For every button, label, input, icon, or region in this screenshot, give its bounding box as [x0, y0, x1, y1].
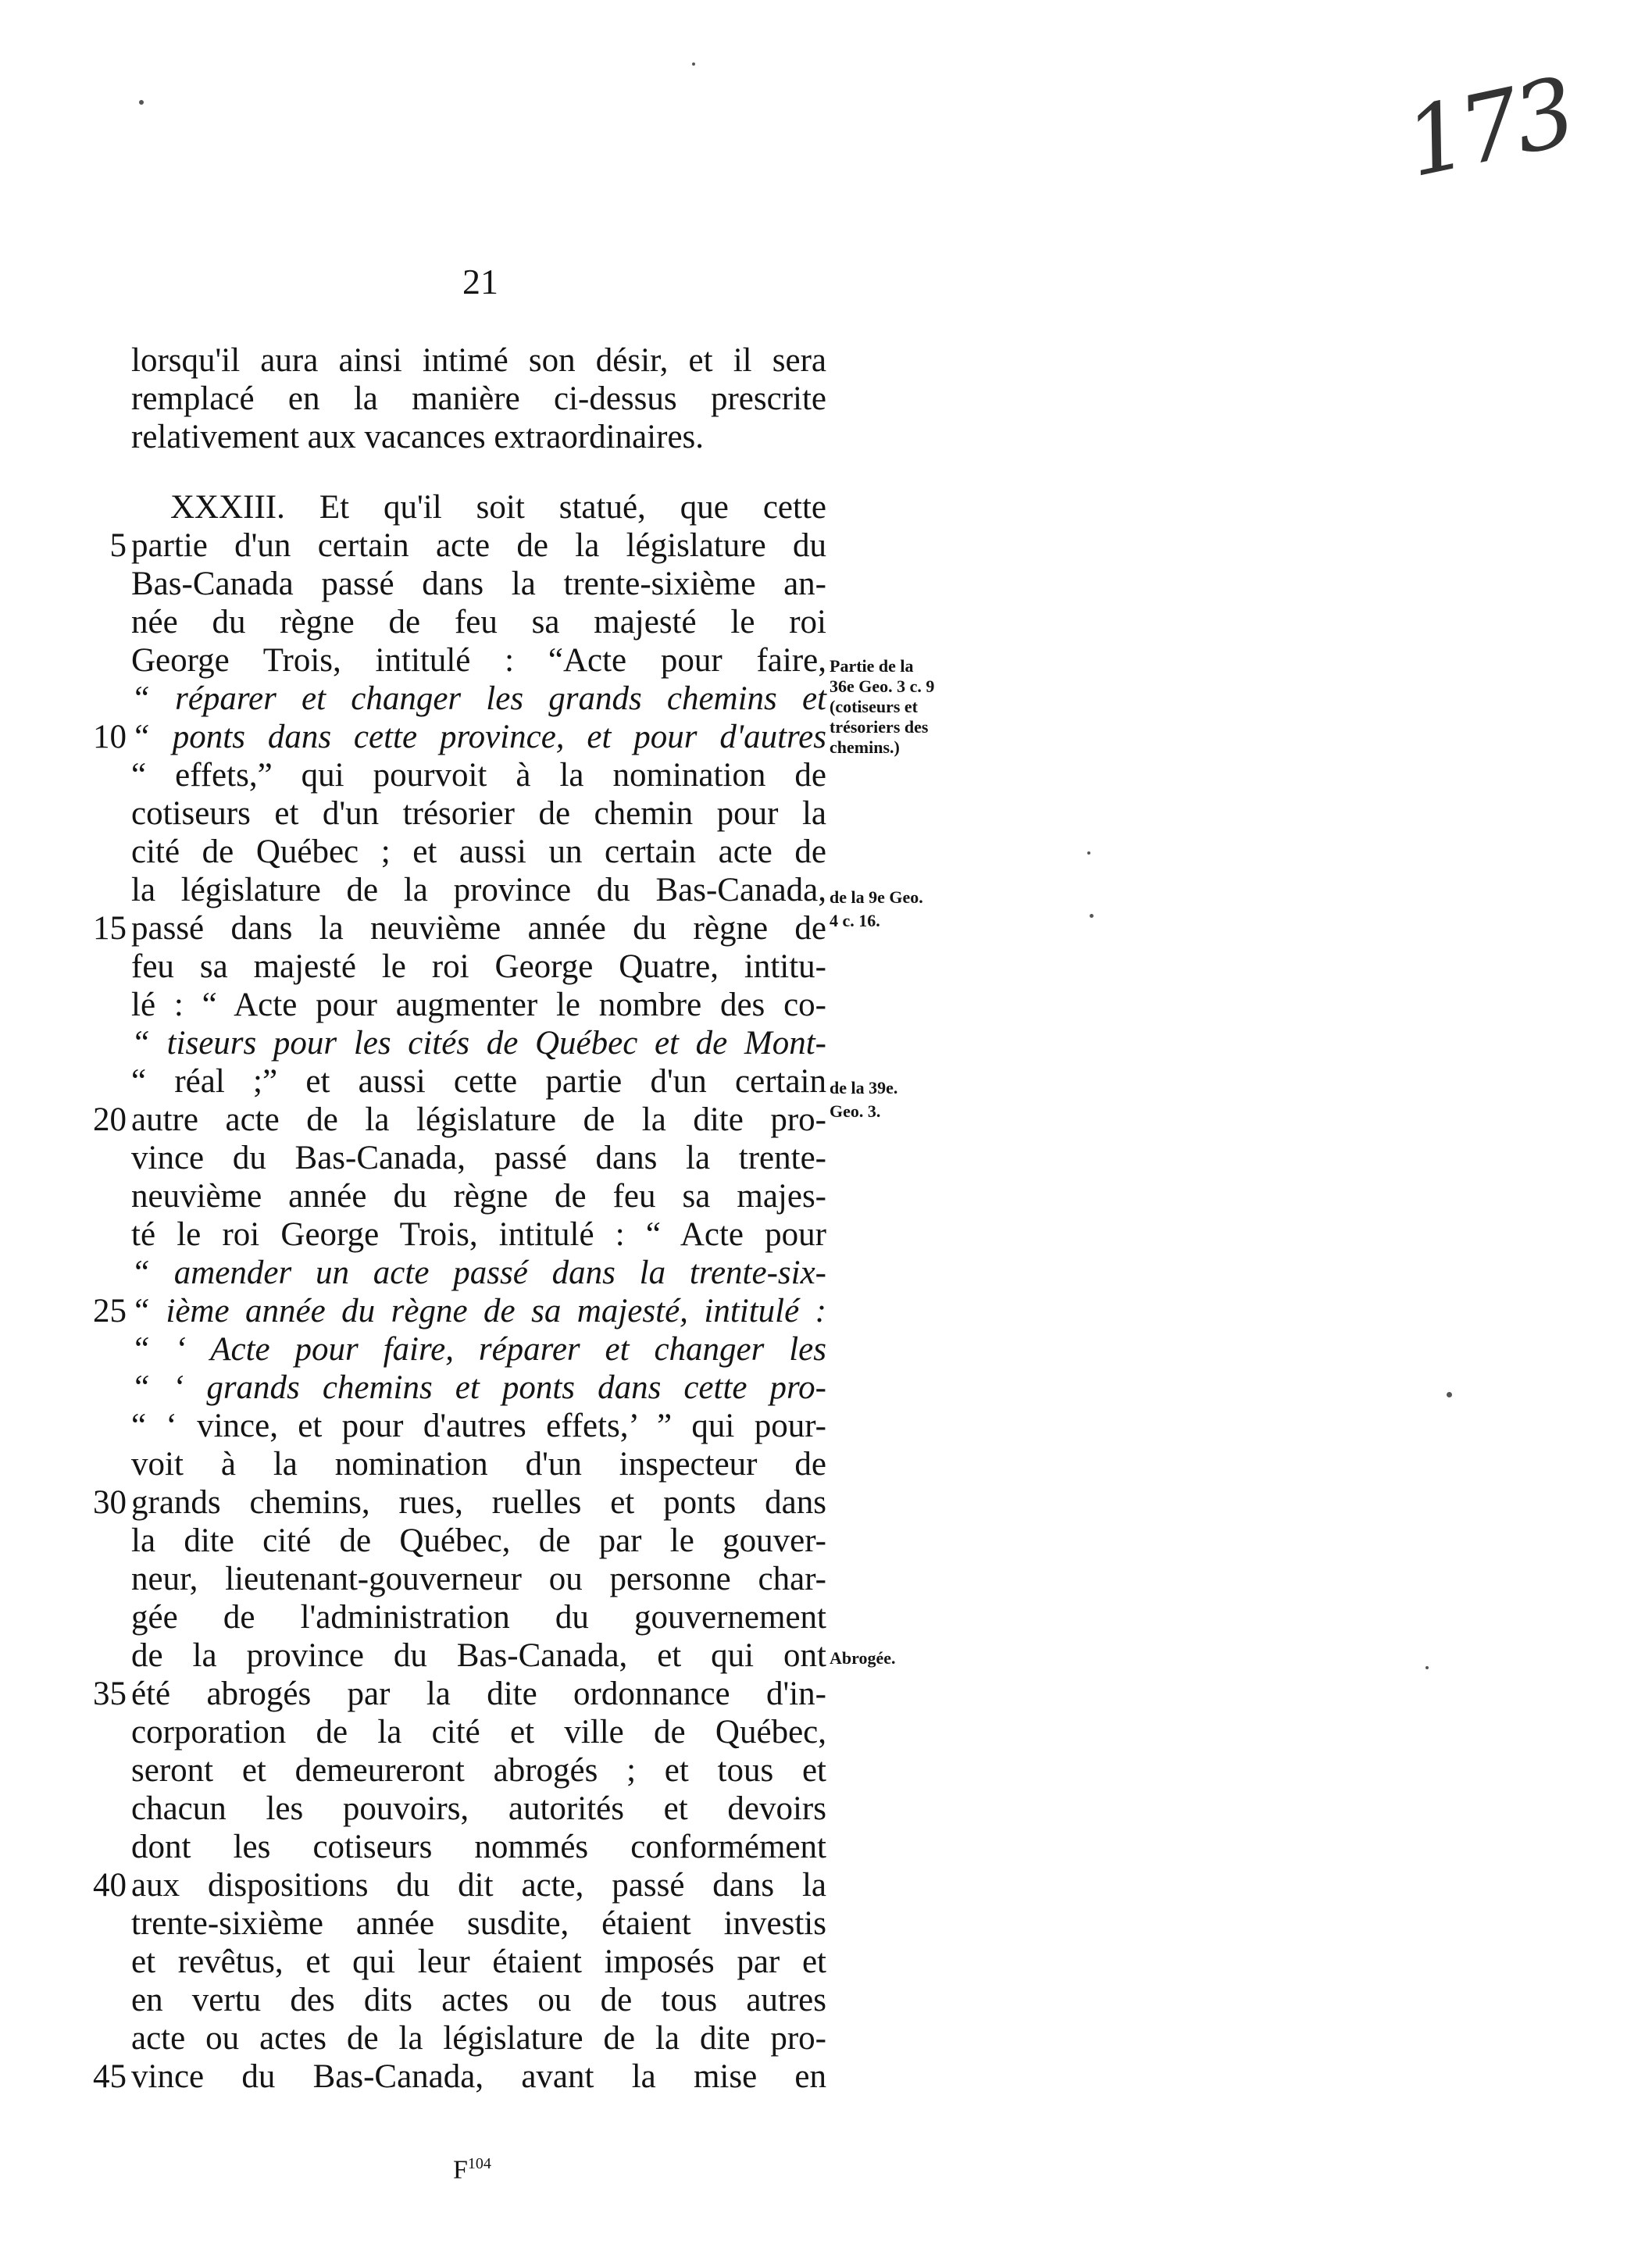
- body-line: la dite cité de Québec, de par le gouver-: [131, 1522, 826, 1559]
- body-line: passé dans la neuvième année du règne de: [131, 910, 826, 947]
- margin-note: Abrogée.: [830, 1648, 896, 1668]
- scan-speck: [1425, 1666, 1429, 1669]
- body-line: Bas-Canada passé dans la trente-sixième an-: [131, 566, 826, 602]
- margin-note: 4 c. 16.: [830, 911, 880, 930]
- body-line: “ réparer et changer les grands chemins et: [131, 680, 826, 717]
- body-line: aux dispositions du dit acte, passé dans la: [131, 1867, 826, 1904]
- line-number: 45: [93, 2058, 127, 2095]
- line-number: 20: [93, 1101, 127, 1138]
- body-line: neur, lieutenant-gouverneur ou personne char-: [131, 1561, 826, 1597]
- body-line: seront et demeureront abrogés ; et tous et: [131, 1752, 826, 1789]
- section-heading-line: XXXIII. Et qu'il soit statué, que cette: [170, 489, 826, 526]
- signature-number: 104: [467, 2155, 491, 2172]
- body-line: dont les cotiseurs nommés conformément: [131, 1829, 826, 1865]
- body-line: et revêtus, et qui leur étaient imposés par et: [131, 1943, 826, 1980]
- body-line: gée de l'administration du gouvernement: [131, 1599, 826, 1636]
- handwritten-folio-number: 173: [1396, 58, 1581, 199]
- printer-signature-mark: [453, 2150, 491, 2184]
- page-number: 21: [462, 262, 498, 302]
- line-number: 15: [93, 910, 127, 947]
- body-line: “ tiseurs pour les cités de Québec et de Mont-: [131, 1025, 826, 1062]
- margin-note: de la 39e.: [830, 1078, 898, 1097]
- body-line: acte ou actes de la législature de la dite pro-: [131, 2020, 826, 2057]
- body-line: George Trois, intitulé : “Acte pour faire,: [131, 642, 826, 679]
- body-line: corporation de la cité et ville de Québec,: [131, 1714, 826, 1751]
- margin-note: Partie de la: [830, 656, 914, 676]
- body-line: grands chemins, rues, ruelles et ponts dans: [131, 1484, 826, 1521]
- body-line: vince du Bas-Canada, avant la mise en: [131, 2058, 826, 2095]
- margin-note: (cotiseurs et: [830, 697, 919, 716]
- body-line: remplacé en la manière ci-dessus prescrite: [131, 380, 826, 417]
- body-line: été abrogés par la dite ordonnance d'in-: [131, 1676, 826, 1712]
- body-line: lorsqu'il aura ainsi intimé son désir, et il sera: [131, 342, 826, 379]
- scan-speck: [692, 62, 695, 66]
- body-line: lé : “ Acte pour augmenter le nombre des co-: [131, 987, 826, 1023]
- margin-note: chemins.): [830, 737, 900, 757]
- body-line: en vertu des dits actes ou de tous autres: [131, 1982, 826, 2018]
- body-line: autre acte de la législature de la dite pro-: [131, 1101, 826, 1138]
- margin-note: Geo. 3.: [830, 1101, 881, 1121]
- body-line: la législature de la province du Bas-Canada,: [131, 872, 826, 908]
- body-line: “ effets,” qui pourvoit à la nomination de: [131, 757, 826, 794]
- body-line: de la province du Bas-Canada, et qui ont: [131, 1637, 826, 1674]
- scan-speck: [1087, 851, 1090, 855]
- body-line: “ ‘ vince, et pour d'autres effets,’ ” qui pour-: [131, 1408, 826, 1444]
- body-line: voit à la nomination d'un inspecteur de: [131, 1446, 826, 1483]
- line-number: 40: [93, 1867, 127, 1904]
- body-line: neuvième année du règne de feu sa majes-: [131, 1178, 826, 1215]
- body-line: chacun les pouvoirs, autorités et devoirs: [131, 1790, 826, 1827]
- margin-note: 36e Geo. 3 c. 9: [830, 676, 935, 696]
- scan-speck: [1090, 914, 1094, 918]
- line-number: 35: [93, 1676, 127, 1712]
- margin-note: de la 9e Geo.: [830, 887, 923, 907]
- body-line: vince du Bas-Canada, passé dans la trente-: [131, 1140, 826, 1176]
- body-line: trente-sixième année susdite, étaient investis: [131, 1905, 826, 1942]
- body-line: partie d'un certain acte de la législature du: [131, 527, 826, 564]
- body-line: té le roi George Trois, intitulé : “ Acte pour: [131, 1216, 826, 1253]
- body-line: “ réal ;” et aussi cette partie d'un certain: [131, 1063, 826, 1100]
- scan-speck: [1447, 1392, 1452, 1397]
- signature-letter: F: [453, 2155, 468, 2185]
- body-line: “ amender un acte passé dans la trente-six-: [131, 1254, 826, 1291]
- body-line: “ ‘ grands chemins et ponts dans cette pro-: [131, 1369, 826, 1406]
- body-line: feu sa majesté le roi George Quatre, intitu-: [131, 948, 826, 985]
- body-line: relativement aux vacances extraordinaires.: [131, 419, 705, 455]
- scan-speck: [139, 100, 144, 105]
- body-line: “ ponts dans cette province, et pour d'autres: [131, 719, 826, 755]
- body-line: cotiseurs et d'un trésorier de chemin pour la: [131, 795, 826, 832]
- body-line: “ ‘ Acte pour faire, réparer et changer les: [131, 1331, 826, 1368]
- line-number: 5: [109, 527, 127, 564]
- body-line: née du règne de feu sa majesté le roi: [131, 604, 826, 641]
- margin-note: trésoriers des: [830, 717, 929, 737]
- line-number: 30: [93, 1484, 127, 1521]
- body-line: “ ième année du règne de sa majesté, intitulé :: [131, 1293, 826, 1329]
- body-line: cité de Québec ; et aussi un certain acte de: [131, 833, 826, 870]
- line-number: 25: [93, 1293, 127, 1329]
- line-number: 10: [93, 719, 127, 755]
